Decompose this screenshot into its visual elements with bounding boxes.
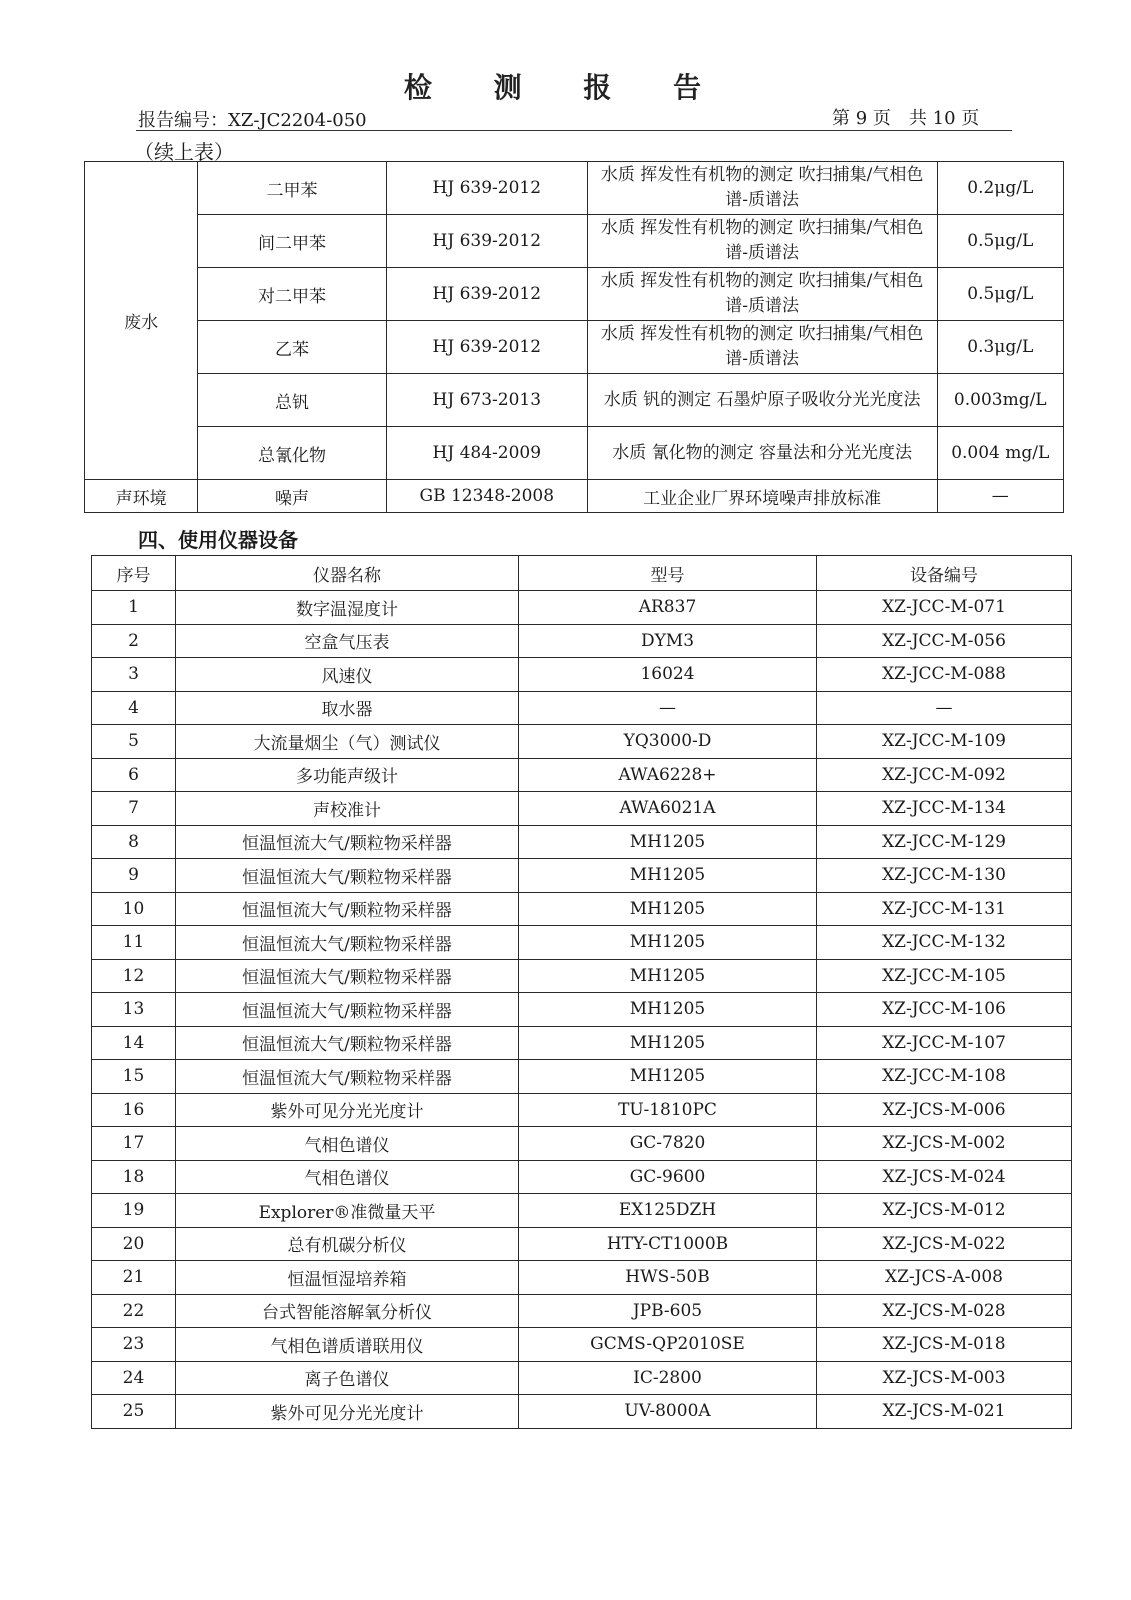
instrument-name-cell: 气相色谱仪 bbox=[176, 1127, 519, 1161]
device-id-cell: XZ-JCC-M-105 bbox=[817, 959, 1072, 993]
model-cell: MH1205 bbox=[519, 926, 817, 960]
instrument-row bbox=[92, 993, 1072, 1027]
device-id-cell: XZ-JCS-M-012 bbox=[817, 1194, 1072, 1228]
instrument-row bbox=[92, 859, 1072, 893]
section-title: 四、使用仪器设备 bbox=[138, 528, 298, 552]
instrument-row bbox=[92, 892, 1072, 926]
instrument-name-cell: 恒温恒流大气/颗粒物采样器 bbox=[176, 825, 519, 859]
seq-cell: 8 bbox=[92, 825, 176, 859]
method-row bbox=[85, 268, 1064, 321]
instrument-row bbox=[92, 1227, 1072, 1261]
instrument-row bbox=[92, 691, 1072, 725]
item-cell: 间二甲苯 bbox=[198, 215, 387, 268]
instrument-name-cell: 大流量烟尘（气）测试仪 bbox=[176, 725, 519, 759]
instrument-row bbox=[92, 1093, 1072, 1127]
instrument-name-cell: 恒温恒流大气/颗粒物采样器 bbox=[176, 1060, 519, 1094]
model-cell: AWA6021A bbox=[519, 792, 817, 826]
seq-cell: 12 bbox=[92, 959, 176, 993]
instrument-name-cell: 恒温恒流大气/颗粒物采样器 bbox=[176, 892, 519, 926]
seq-cell: 1 bbox=[92, 591, 176, 625]
model-cell: MH1205 bbox=[519, 825, 817, 859]
header-model: 型号 bbox=[519, 556, 817, 591]
instrument-row bbox=[92, 1261, 1072, 1295]
header-device-id: 设备编号 bbox=[817, 556, 1072, 591]
method-cell: 水质 挥发性有机物的测定 吹扫捕集/气相色谱-质谱法 bbox=[587, 321, 937, 374]
item-cell: 对二甲苯 bbox=[198, 268, 387, 321]
instrument-name-cell: 取水器 bbox=[176, 691, 519, 725]
seq-cell: 9 bbox=[92, 859, 176, 893]
category-cell-noise: 声环境 bbox=[85, 480, 198, 513]
instrument-name-cell: 恒温恒流大气/颗粒物采样器 bbox=[176, 859, 519, 893]
header-divider bbox=[136, 130, 1012, 131]
device-id-cell: XZ-JCC-M-130 bbox=[817, 859, 1072, 893]
instrument-name-cell: 恒温恒流大气/颗粒物采样器 bbox=[176, 1026, 519, 1060]
instrument-row bbox=[92, 1026, 1072, 1060]
instrument-row bbox=[92, 1328, 1072, 1362]
report-number: 报告编号：XZ-JC2204-050 bbox=[138, 110, 367, 131]
instrument-row bbox=[92, 725, 1072, 759]
device-id-cell: XZ-JCS-M-018 bbox=[817, 1328, 1072, 1362]
model-cell: GC-7820 bbox=[519, 1127, 817, 1161]
instrument-row bbox=[92, 1361, 1072, 1395]
test-methods-table bbox=[84, 161, 1064, 513]
seq-cell: 7 bbox=[92, 792, 176, 826]
method-row bbox=[85, 321, 1064, 374]
device-id-cell: — bbox=[817, 691, 1072, 725]
device-id-cell: XZ-JCC-M-071 bbox=[817, 591, 1072, 625]
device-id-cell: XZ-JCS-A-008 bbox=[817, 1261, 1072, 1295]
limit-cell: 0.003mg/L bbox=[937, 374, 1063, 427]
device-id-cell: XZ-JCC-M-107 bbox=[817, 1026, 1072, 1060]
instrument-row bbox=[92, 1395, 1072, 1429]
instrument-row bbox=[92, 624, 1072, 658]
model-cell: DYM3 bbox=[519, 624, 817, 658]
seq-cell: 2 bbox=[92, 624, 176, 658]
seq-cell: 5 bbox=[92, 725, 176, 759]
model-cell: EX125DZH bbox=[519, 1194, 817, 1228]
seq-cell: 14 bbox=[92, 1026, 176, 1060]
standard-cell: HJ 639-2012 bbox=[386, 321, 587, 374]
seq-cell: 18 bbox=[92, 1160, 176, 1194]
device-id-cell: XZ-JCC-M-134 bbox=[817, 792, 1072, 826]
instrument-name-cell: 总有机碳分析仪 bbox=[176, 1227, 519, 1261]
seq-cell: 22 bbox=[92, 1294, 176, 1328]
seq-cell: 23 bbox=[92, 1328, 176, 1362]
device-id-cell: XZ-JCS-M-006 bbox=[817, 1093, 1072, 1127]
instrument-name-cell: 紫外可见分光光度计 bbox=[176, 1093, 519, 1127]
instrument-name-cell: Explorer®准微量天平 bbox=[176, 1194, 519, 1228]
seq-cell: 6 bbox=[92, 758, 176, 792]
standard-cell: HJ 484-2009 bbox=[386, 427, 587, 480]
model-cell: GC-9600 bbox=[519, 1160, 817, 1194]
method-row bbox=[85, 374, 1064, 427]
seq-cell: 10 bbox=[92, 892, 176, 926]
method-cell: 水质 氰化物的测定 容量法和分光光度法 bbox=[587, 427, 937, 480]
limit-cell: 0.2μg/L bbox=[937, 162, 1063, 215]
model-cell: — bbox=[519, 691, 817, 725]
device-id-cell: XZ-JCC-M-132 bbox=[817, 926, 1072, 960]
instrument-name-cell: 恒温恒流大气/颗粒物采样器 bbox=[176, 993, 519, 1027]
device-id-cell: XZ-JCC-M-088 bbox=[817, 658, 1072, 692]
model-cell: AR837 bbox=[519, 591, 817, 625]
item-cell: 乙苯 bbox=[198, 321, 387, 374]
model-cell: JPB-605 bbox=[519, 1294, 817, 1328]
test-methods-body bbox=[85, 162, 1064, 513]
instrument-row bbox=[92, 591, 1072, 625]
header-name: 仪器名称 bbox=[176, 556, 519, 591]
method-cell: 水质 挥发性有机物的测定 吹扫捕集/气相色谱-质谱法 bbox=[587, 162, 937, 215]
model-cell: HTY-CT1000B bbox=[519, 1227, 817, 1261]
instrument-name-cell: 空盒气压表 bbox=[176, 624, 519, 658]
device-id-cell: XZ-JCS-M-024 bbox=[817, 1160, 1072, 1194]
seq-cell: 4 bbox=[92, 691, 176, 725]
instrument-name-cell: 气相色谱仪 bbox=[176, 1160, 519, 1194]
method-row-noise bbox=[85, 480, 1064, 513]
device-id-cell: XZ-JCC-M-056 bbox=[817, 624, 1072, 658]
instruments-body bbox=[92, 556, 1072, 1429]
model-cell: TU-1810PC bbox=[519, 1093, 817, 1127]
item-cell: 二甲苯 bbox=[198, 162, 387, 215]
model-cell: 16024 bbox=[519, 658, 817, 692]
standard-cell: HJ 639-2012 bbox=[386, 268, 587, 321]
device-id-cell: XZ-JCC-M-108 bbox=[817, 1060, 1072, 1094]
item-cell: 噪声 bbox=[198, 480, 387, 513]
instrument-name-cell: 恒温恒湿培养箱 bbox=[176, 1261, 519, 1295]
model-cell: MH1205 bbox=[519, 1026, 817, 1060]
seq-cell: 3 bbox=[92, 658, 176, 692]
method-row bbox=[85, 215, 1064, 268]
instrument-row bbox=[92, 658, 1072, 692]
page-info: 第 9 页 共 10 页 bbox=[832, 108, 980, 129]
instrument-row bbox=[92, 792, 1072, 826]
model-cell: MH1205 bbox=[519, 959, 817, 993]
standard-cell: GB 12348-2008 bbox=[386, 480, 587, 513]
instrument-name-cell: 气相色谱质谱联用仪 bbox=[176, 1328, 519, 1362]
seq-cell: 25 bbox=[92, 1395, 176, 1429]
instrument-name-cell: 声校准计 bbox=[176, 792, 519, 826]
instrument-name-cell: 台式智能溶解氧分析仪 bbox=[176, 1294, 519, 1328]
seq-cell: 16 bbox=[92, 1093, 176, 1127]
device-id-cell: XZ-JCS-M-021 bbox=[817, 1395, 1072, 1429]
limit-cell: 0.5μg/L bbox=[937, 268, 1063, 321]
method-cell: 工业企业厂界环境噪声排放标准 bbox=[587, 480, 937, 513]
model-cell: YQ3000-D bbox=[519, 725, 817, 759]
instrument-row bbox=[92, 1127, 1072, 1161]
item-cell: 总钒 bbox=[198, 374, 387, 427]
model-cell: MH1205 bbox=[519, 859, 817, 893]
seq-cell: 11 bbox=[92, 926, 176, 960]
instrument-name-cell: 离子色谱仪 bbox=[176, 1361, 519, 1395]
device-id-cell: XZ-JCC-M-131 bbox=[817, 892, 1072, 926]
instrument-row bbox=[92, 959, 1072, 993]
instrument-name-cell: 紫外可见分光光度计 bbox=[176, 1395, 519, 1429]
seq-cell: 15 bbox=[92, 1060, 176, 1094]
model-cell: HWS-50B bbox=[519, 1261, 817, 1295]
instrument-row bbox=[92, 758, 1072, 792]
seq-cell: 21 bbox=[92, 1261, 176, 1295]
continued-label: （续上表） bbox=[134, 140, 234, 164]
instrument-name-cell: 恒温恒流大气/颗粒物采样器 bbox=[176, 926, 519, 960]
device-id-cell: XZ-JCC-M-129 bbox=[817, 825, 1072, 859]
method-cell: 水质 挥发性有机物的测定 吹扫捕集/气相色谱-质谱法 bbox=[587, 268, 937, 321]
seq-cell: 20 bbox=[92, 1227, 176, 1261]
standard-cell: HJ 639-2012 bbox=[386, 215, 587, 268]
instrument-row bbox=[92, 1060, 1072, 1094]
device-id-cell: XZ-JCS-M-028 bbox=[817, 1294, 1072, 1328]
instruments-table bbox=[91, 555, 1072, 1429]
instrument-name-cell: 数字温湿度计 bbox=[176, 591, 519, 625]
instrument-name-cell: 恒温恒流大气/颗粒物采样器 bbox=[176, 959, 519, 993]
seq-cell: 24 bbox=[92, 1361, 176, 1395]
method-row bbox=[85, 427, 1064, 480]
model-cell: MH1205 bbox=[519, 1060, 817, 1094]
instrument-row bbox=[92, 926, 1072, 960]
instrument-row bbox=[92, 1194, 1072, 1228]
limit-cell: 0.5μg/L bbox=[937, 215, 1063, 268]
seq-cell: 17 bbox=[92, 1127, 176, 1161]
model-cell: UV-8000A bbox=[519, 1395, 817, 1429]
device-id-cell: XZ-JCC-M-109 bbox=[817, 725, 1072, 759]
limit-cell: 0.004 mg/L bbox=[937, 427, 1063, 480]
limit-cell: — bbox=[937, 480, 1063, 513]
instrument-row bbox=[92, 825, 1072, 859]
device-id-cell: XZ-JCC-M-106 bbox=[817, 993, 1072, 1027]
seq-cell: 13 bbox=[92, 993, 176, 1027]
device-id-cell: XZ-JCC-M-092 bbox=[817, 758, 1072, 792]
model-cell: GCMS-QP2010SE bbox=[519, 1328, 817, 1362]
instrument-row bbox=[92, 1160, 1072, 1194]
seq-cell: 19 bbox=[92, 1194, 176, 1228]
limit-cell: 0.3μg/L bbox=[937, 321, 1063, 374]
device-id-cell: XZ-JCS-M-003 bbox=[817, 1361, 1072, 1395]
instruments-header-row bbox=[92, 556, 1072, 591]
instrument-name-cell: 多功能声级计 bbox=[176, 758, 519, 792]
method-cell: 水质 钒的测定 石墨炉原子吸收分光光度法 bbox=[587, 374, 937, 427]
report-title: 检 测 报 告 bbox=[403, 71, 728, 104]
standard-cell: HJ 673-2013 bbox=[386, 374, 587, 427]
header-seq: 序号 bbox=[92, 556, 176, 591]
instrument-row bbox=[92, 1294, 1072, 1328]
category-cell-wastewater: 废水 bbox=[85, 162, 198, 480]
model-cell: MH1205 bbox=[519, 892, 817, 926]
model-cell: MH1205 bbox=[519, 993, 817, 1027]
model-cell: IC-2800 bbox=[519, 1361, 817, 1395]
model-cell: AWA6228+ bbox=[519, 758, 817, 792]
method-cell: 水质 挥发性有机物的测定 吹扫捕集/气相色谱-质谱法 bbox=[587, 215, 937, 268]
instrument-name-cell: 风速仪 bbox=[176, 658, 519, 692]
device-id-cell: XZ-JCS-M-002 bbox=[817, 1127, 1072, 1161]
standard-cell: HJ 639-2012 bbox=[386, 162, 587, 215]
method-row bbox=[85, 162, 1064, 215]
device-id-cell: XZ-JCS-M-022 bbox=[817, 1227, 1072, 1261]
item-cell: 总氰化物 bbox=[198, 427, 387, 480]
